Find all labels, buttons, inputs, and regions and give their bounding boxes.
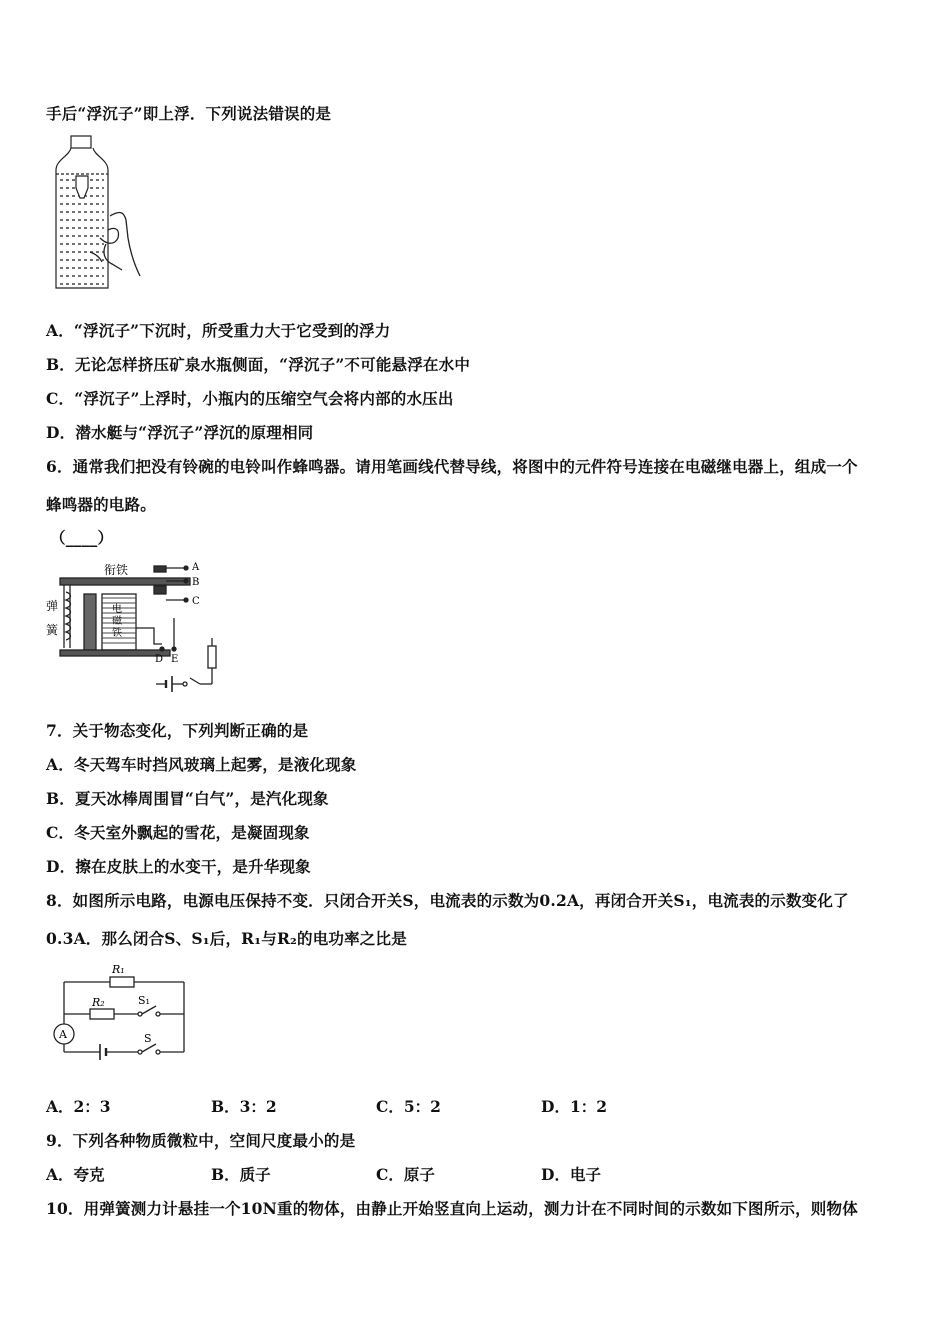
label-spring-1: 弹 (46, 599, 59, 613)
q8-option-a: A．2：3 (46, 1097, 111, 1116)
q7-option-b: B．夏天冰棒周围冒“白气”，是汽化现象 (46, 789, 329, 808)
bottle-figure (50, 134, 150, 296)
q5-option-c: C．“浮沉子”上浮时，小瓶内的压缩空气会将内部的水压出 (46, 389, 454, 408)
q7-option-a: A．冬天驾车时挡风玻璃上起雾，是液化现象 (46, 755, 357, 774)
label-terminal-b: B (192, 577, 200, 588)
label-s: S (144, 1032, 152, 1045)
q7-stem: 7．关于物态变化，下列判断正确的是 (46, 721, 309, 740)
q10-stem: 10．用弹簧测力计悬挂一个10N重的物体，由静止开始竖直向上运动，测力计在不同时间的示数如下图所示，则物体 (46, 1199, 858, 1218)
label-terminal-c: C (192, 596, 200, 607)
label-magnet-1: 电 (112, 604, 122, 615)
label-spring-2: 簧 (46, 623, 59, 637)
q8-stem-line2: 0.3A．那么闭合S、S₁后，R₁与R₂的电功率之比是 (46, 929, 407, 948)
q6-stem-line2: 蜂鸣器的电路。 (46, 495, 156, 514)
relay-figure (44, 556, 234, 698)
label-ammeter: A (59, 1028, 67, 1041)
q9-option-c: C．原子 (376, 1165, 435, 1184)
q8-option-b: B．3：2 (211, 1097, 277, 1116)
q5-option-a: A．“浮沉子”下沉时，所受重力大于它受到的浮力 (46, 321, 391, 340)
label-r1: R₁ (112, 963, 125, 976)
q5-option-b: B．无论怎样挤压矿泉水瓶侧面，“浮沉子”不可能悬浮在水中 (46, 355, 471, 374)
q5-stem: 手后“浮沉子”即上浮．下列说法错误的是 (46, 104, 332, 123)
label-r2: R₂ (92, 996, 105, 1009)
q9-option-b: B．质子 (211, 1165, 271, 1184)
label-terminal-a: A (192, 562, 200, 573)
q8-option-c: C．5：2 (376, 1097, 441, 1116)
q6-answer-blank: （____） (50, 528, 114, 547)
q9-option-d: D．电子 (541, 1165, 601, 1184)
q9-stem: 9．下列各种物质微粒中，空间尺度最小的是 (46, 1131, 356, 1150)
label-terminal-d: D (155, 654, 164, 665)
label-s1: S₁ (138, 994, 150, 1007)
q5-option-d: D．潜水艇与“浮沉子”浮沉的原理相同 (46, 423, 314, 442)
label-magnet-2: 磁 (112, 616, 122, 627)
circuit-figure (46, 958, 192, 1062)
label-armature: 衔铁 (104, 563, 129, 577)
q7-option-d: D．擦在皮肤上的水变干，是升华现象 (46, 857, 311, 876)
label-magnet-3: 铁 (112, 628, 122, 639)
label-terminal-e: E (171, 654, 179, 665)
q8-option-d: D．1：2 (541, 1097, 608, 1116)
q9-option-a: A．夸克 (46, 1165, 105, 1184)
q7-option-c: C．冬天室外飘起的雪花，是凝固现象 (46, 823, 310, 842)
q8-stem-line1: 8．如图所示电路，电源电压保持不变．只闭合开关S，电流表的示数为0.2A，再闭合开关S₁，电流表的示数变化了 (46, 891, 849, 910)
q6-stem-line1: 6．通常我们把没有铃碗的电铃叫作蜂鸣器。请用笔画线代替导线，将图中的元件符号连接在电磁继电器上，组成一个 (46, 457, 858, 476)
